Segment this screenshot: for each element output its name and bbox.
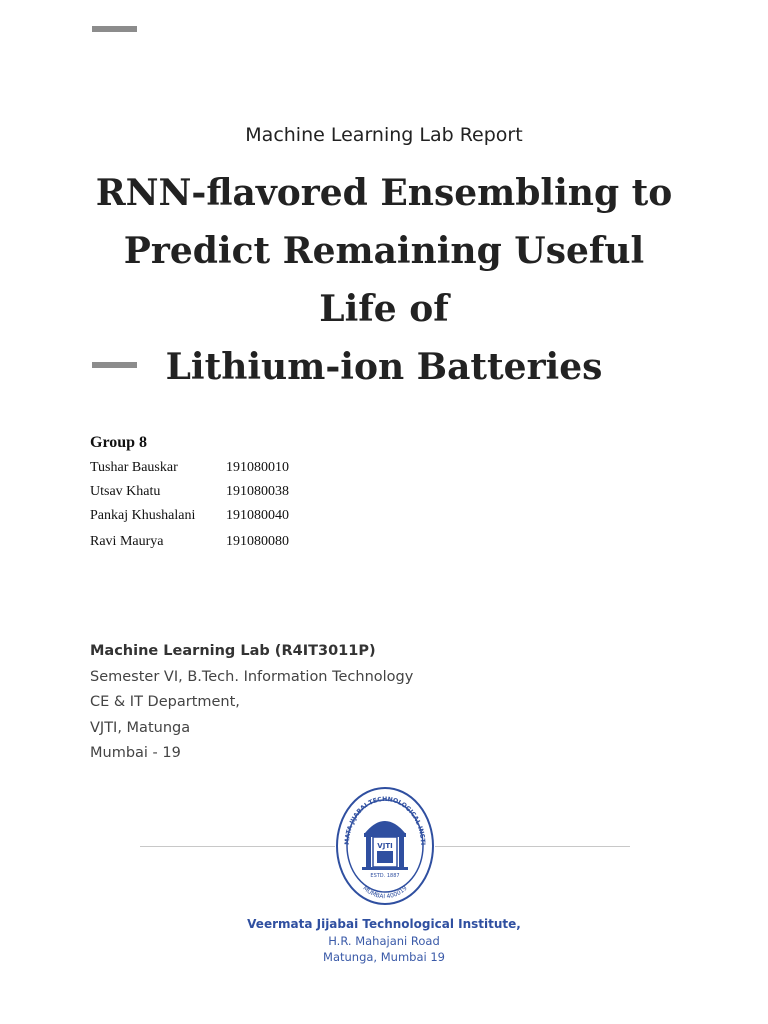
member-name: Tushar Bauskar	[90, 460, 178, 475]
svg-text:MUMBAI 400019: MUMBAI 400019	[361, 884, 409, 901]
middle-divider-bar	[92, 362, 137, 368]
vjti-seal-logo	[335, 785, 435, 907]
member-id: 191080080	[226, 534, 289, 549]
member-row	[90, 504, 289, 528]
group-label: Group 8	[90, 434, 148, 451]
seal-graphic	[335, 785, 435, 907]
course-name: Machine Learning Lab (R4IT3011P)	[90, 643, 376, 659]
title-line-3: Lithium-ion Batteries	[165, 346, 603, 388]
title-line-1: RNN-flavored Ensembling to	[95, 172, 673, 214]
svg-text:VEERMATA JIJABAI TECHNOLOGICAL: MATA JIJABAI TECHNOLOGICAL INSTI	[343, 795, 427, 846]
member-name: Ravi Maurya	[90, 534, 164, 549]
department-info	[90, 639, 413, 767]
svg-text:VJTI: VJTI	[377, 842, 393, 850]
semester-line: Semester VI, B.Tech. Information Technology	[90, 668, 414, 685]
college-line: VJTI, Matunga	[90, 719, 191, 736]
institute-road: H.R. Mahajani Road	[328, 934, 440, 948]
report-subtitle: Machine Learning Lab Report	[245, 124, 523, 146]
member-id: 191080040	[226, 508, 289, 523]
member-row	[90, 480, 289, 504]
member-row	[90, 530, 289, 554]
group-members	[90, 434, 289, 554]
institute-name: Veermata Jijabai Technological Institute,	[247, 917, 521, 931]
top-divider-bar	[92, 26, 137, 32]
member-name: Utsav Khatu	[90, 484, 161, 499]
member-name: Pankaj Khushalani	[90, 508, 196, 523]
city-line: Mumbai - 19	[90, 745, 181, 761]
member-row	[90, 456, 289, 480]
svg-text:ESTD. 1887: ESTD. 1887	[370, 873, 400, 879]
member-id: 191080010	[226, 460, 289, 475]
institute-address	[0, 916, 768, 965]
report-title	[80, 164, 688, 396]
institute-area: Matunga, Mumbai 19	[323, 950, 445, 964]
member-id: 191080038	[226, 484, 289, 499]
department-line: CE & IT Department,	[90, 694, 240, 710]
title-line-2: Predict Remaining Useful Life of	[123, 230, 645, 330]
